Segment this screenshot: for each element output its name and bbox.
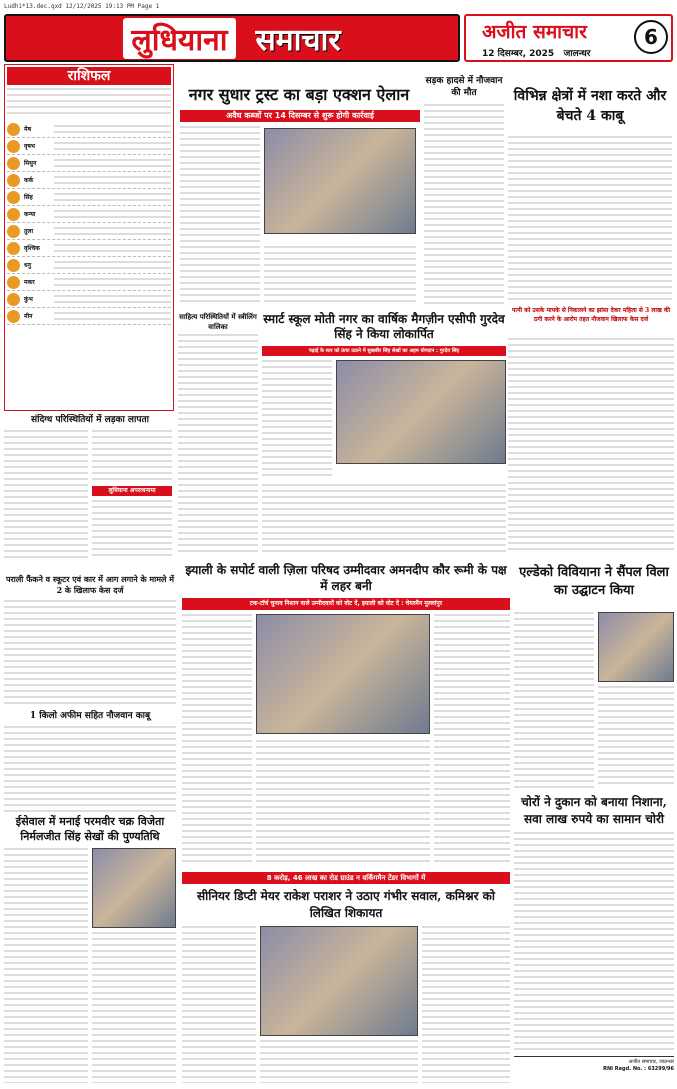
story5-headline: साहित्य परिस्थितियों में स्त्रीलिंग वालिका bbox=[179, 312, 257, 331]
story14-headline: चोरों ने दुकान को बनाया निशाना, सवा लाख रुपये का सामान चोरी bbox=[521, 795, 667, 826]
rashi-name: सिंह bbox=[24, 194, 33, 201]
story8-photo bbox=[256, 614, 430, 734]
story1-photo bbox=[264, 128, 416, 234]
rashi-name: कन्या bbox=[24, 211, 36, 218]
story11-headline: 1 किलो अफीम सहित नौजवान काबू bbox=[29, 711, 151, 721]
story6-photo bbox=[336, 360, 506, 464]
rashi-name: धनु bbox=[24, 262, 32, 269]
rashi-name: वृषभ bbox=[24, 143, 36, 150]
rashi-name: कुंभ bbox=[24, 296, 33, 303]
print-slug: Ludhi*13.dec.qxd 12/12/2025 19:13 PM Page 1 bbox=[4, 3, 160, 10]
rashi-name: तुला bbox=[24, 228, 34, 235]
rashi-row bbox=[7, 155, 171, 172]
story1-headline: नगर सुधार ट्रस्ट का बड़ा एक्शन ऐलान bbox=[188, 85, 410, 104]
story13-photo bbox=[260, 926, 418, 1036]
rashi-name: कर्क bbox=[24, 177, 34, 184]
rashi-row bbox=[7, 206, 171, 223]
story1-subhead: अवैध कब्जों पर 14 दिसम्बर से शुरू होगी कार्रवाई bbox=[180, 110, 420, 122]
zodiac-icon bbox=[7, 259, 20, 272]
rashi-row bbox=[7, 257, 171, 274]
rashifal-box bbox=[4, 64, 174, 411]
zodiac-icon bbox=[7, 191, 20, 204]
rashi-row bbox=[7, 308, 171, 325]
rni-number: RNI Regd. No. : 63299/96 bbox=[603, 1066, 674, 1072]
zodiac-icon bbox=[7, 208, 20, 221]
issue-date: 12 दिसम्बर, 2025 जालन्धर bbox=[482, 49, 591, 59]
section-title-word1: लुधियाना bbox=[123, 18, 235, 59]
zodiac-icon bbox=[7, 123, 20, 136]
rashi-row bbox=[7, 138, 171, 155]
story13-subhead: 8 करोड़, 46 लाख का रोड ग्राउंड न वर्किंगमैन टेंडर विभागों में bbox=[182, 872, 510, 884]
story6-subhead: पढ़ाई के स्तर को ऊंचा उठाने में सुखबीर सिंह सेखों का अहम योगदान : गुरदेव सिंह bbox=[262, 346, 506, 356]
zodiac-icon bbox=[7, 276, 20, 289]
crime-column-label: लुधियाना अपराधनामा bbox=[92, 486, 172, 496]
zodiac-icon bbox=[7, 225, 20, 238]
rashi-row bbox=[7, 189, 171, 206]
rashi-row bbox=[7, 240, 171, 257]
story10-headline: पराली फैंकने व स्कूटर एवं कार में आग लगाने के मामले में 2 के खिलाफ केस दर्ज bbox=[5, 574, 175, 595]
rashi-row bbox=[7, 291, 171, 308]
story8-headline: झ्याली के सपोर्ट वाली ज़िला परिषद उम्मीदवार अमनदीप कौर रूमी के पक्ष में लहर बनी bbox=[185, 563, 507, 593]
story7-headline: पत्नी को उसके मायके से निकालने का झांसा देकर महिला से 3 लाख की ठगी करने के आरोप तहत नौजवान खिलाफ केस दर्ज bbox=[511, 307, 671, 323]
imprint-publisher: अजीत समाचार, जालन्धर bbox=[628, 1059, 674, 1065]
story2-headline: सड़क हादसे में नौजवान की मौत bbox=[425, 76, 503, 98]
rashi-row bbox=[7, 172, 171, 189]
story12-photo bbox=[92, 848, 176, 928]
zodiac-icon bbox=[7, 293, 20, 306]
rashi-name: मीन bbox=[24, 313, 33, 320]
rashifal-list bbox=[7, 121, 171, 325]
masthead bbox=[4, 14, 673, 62]
zodiac-icon bbox=[7, 140, 20, 153]
story13-headline: सीनियर डिप्टी मेयर राकेश पराशर ने उठाए गंभीर सवाल, कमिश्नर को लिखित शिकायत bbox=[197, 889, 495, 920]
zodiac-icon bbox=[7, 242, 20, 255]
zodiac-icon bbox=[7, 174, 20, 187]
rashi-row bbox=[7, 223, 171, 240]
zodiac-icon bbox=[7, 310, 20, 323]
page-number: 6 bbox=[634, 20, 668, 54]
imprint-line bbox=[514, 1056, 674, 1084]
rashi-name: मेष bbox=[24, 126, 32, 133]
story6-headline: स्मार्ट स्कूल मोती नगर का वार्षिक मैगज़ीन एसीपी गुरदेव सिंह ने किया लोकार्पित bbox=[263, 312, 505, 341]
story9-photo bbox=[598, 612, 674, 682]
story9-headline: एल्डेको विवियाना ने सैंपल विला का उद्घाटन किया bbox=[519, 565, 669, 598]
story1-photo-caption bbox=[264, 236, 416, 244]
rashi-name: वृश्चिक bbox=[24, 245, 40, 252]
rashi-row bbox=[7, 121, 171, 138]
brand-box bbox=[464, 14, 673, 62]
rashi-name: मिथुन bbox=[24, 160, 37, 167]
story8-subhead: टक-टॉर्च चुनाव निशान वाले उम्मीदवारों को वोट दें, झ्याली को वोट दें : चेयरमैन मुल्लांपुर bbox=[182, 598, 510, 610]
section-banner bbox=[4, 14, 460, 62]
newspaper-brand: अजीत समाचार bbox=[482, 21, 587, 43]
section-title-word2: समाचार bbox=[255, 22, 341, 58]
story12-headline: ईसेवाल में मनाई परमवीर चक्र विजेता निर्मलजीत सिंह सेखों की पुण्यतिथि bbox=[15, 815, 165, 843]
rashifal-title: राशिफल bbox=[7, 67, 171, 85]
story4-headline: संदिग्ध परिस्थितियों में लड़का लापता bbox=[31, 415, 149, 425]
story3-headline: विभिन्न क्षेत्रों में नशा करते और बेचते 4 काबू bbox=[513, 88, 667, 124]
zodiac-icon bbox=[7, 157, 20, 170]
rashi-name: मकर bbox=[24, 279, 35, 286]
rashi-row bbox=[7, 274, 171, 291]
